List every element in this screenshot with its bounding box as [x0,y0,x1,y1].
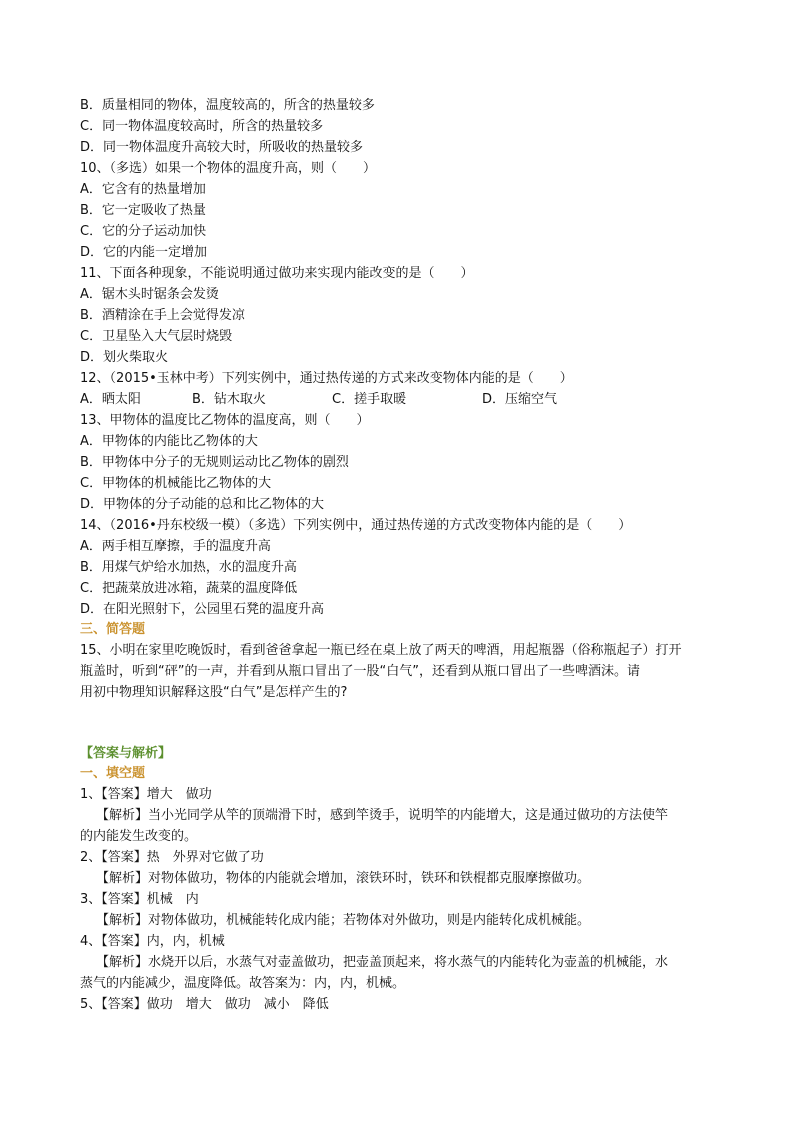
option-line: D．它的内能一定增加 [80,245,208,260]
answers-heading-1: 一、填空题 [80,766,146,781]
option-line: A．甲物体的内能比乙物体的大 [80,434,258,449]
answer-line: 2、【答案】热 外界对它做了功 [80,850,264,865]
question-12: 12、（2015•玉林中考）下列实例中，通过热传递的方式来改变物体内能的是（ ） [80,371,573,386]
option-b: B．钻木取火 [192,392,266,407]
option-line: B．用煤气炉给水加热，水的温度升高 [80,560,297,575]
answer-line: 3、【答案】机械 内 [80,892,199,907]
option-line: D．同一物体温度升高较大时，所吸收的热量较多 [80,140,364,155]
analysis-line: 【解析】对物体做功，机械能转化成内能；若物体对外做功，则是内能转化成机械能。 [96,913,591,928]
option-c: C．搓手取暖 [332,392,407,407]
question-14: 14、（2016•丹东校级一模）（多选）下列实例中，通过热传递的方式改变物体内能的是（ ） [80,518,632,533]
option-line: A．锯木头时锯条会发烫 [80,287,219,302]
question-15-line: 用初中物理知识解释这股“白气”是怎样产生的? [80,685,348,700]
option-line: C．把蔬菜放进冰箱，蔬菜的温度降低 [80,581,298,596]
answer-line: 4、【答案】内，内，机械 [80,934,225,949]
option-line: C．它的分子运动加快 [80,224,207,239]
analysis-line: 【解析】水烧开以后，水蒸气对壶盖做功，把壶盖顶起来，将水蒸气的内能转化为壶盖的机械能，水 [96,955,669,970]
option-line: B．甲物体中分子的无规则运动比乙物体的剧烈 [80,455,349,470]
option-line: D．划火柴取火 [80,350,169,365]
option-line: B．它一定吸收了热量 [80,203,206,218]
answer-line: 5、【答案】做功 增大 做功 减小 降低 [80,997,329,1012]
option-line: D．在阳光照射下，公园里石凳的温度升高 [80,602,325,617]
option-d: D．压缩空气 [482,392,558,407]
answers-title: 【答案与解析】 [80,746,172,761]
option-line: B．酒精涂在手上会觉得发凉 [80,308,245,323]
section-heading-3: 三、简答题 [80,622,146,637]
question-15-line: 15、小明在家里吃晚饭时，看到爸爸拿起一瓶已经在桌上放了两天的啤酒，用起瓶器（俗称瓶起子）打开 [80,643,682,658]
question-12-options [80,390,557,410]
option-line: B．质量相同的物体，温度较高的，所含的热量较多 [80,98,375,113]
option-line: D．甲物体的分子动能的总和比乙物体的大 [80,497,325,512]
question-10: 10、（多选）如果一个物体的温度升高，则（ ） [80,161,377,176]
analysis-line: 【解析】对物体做功，物体的内能就会增加，滚铁环时，铁环和铁棍都克服摩擦做功。 [96,871,591,886]
analysis-line: 的内能发生改变的。 [80,829,198,844]
question-11: 11、下面各种现象，不能说明通过做功来实现内能改变的是（ ） [80,266,474,281]
analysis-line: 蒸气的内能减少，温度降低。故答案为：内，内，机械。 [80,976,406,991]
option-line: A．两手相互摩擦，手的温度升高 [80,539,271,554]
option-line: C．同一物体温度较高时，所含的热量较多 [80,119,324,134]
option-line: A．它含有的热量增加 [80,182,206,197]
question-15-line: 瓶盖时，听到“砰”的一声，并看到从瓶口冒出了一股“白气”，还看到从瓶口冒出了一些啤酒沫。请 [80,664,640,679]
analysis-line: 【解析】当小光同学从竿的顶端滑下时，感到竿烫手，说明竿的内能增大，这是通过做功的方法使竿 [96,808,669,823]
question-13: 13、甲物体的温度比乙物体的温度高，则（ ） [80,413,370,428]
option-line: C．卫星坠入大气层时烧毁 [80,329,233,344]
answer-line: 1、【答案】增大 做功 [80,787,212,802]
option-line: C．甲物体的机械能比乙物体的大 [80,476,272,491]
option-a: A．晒太阳 [80,392,141,407]
